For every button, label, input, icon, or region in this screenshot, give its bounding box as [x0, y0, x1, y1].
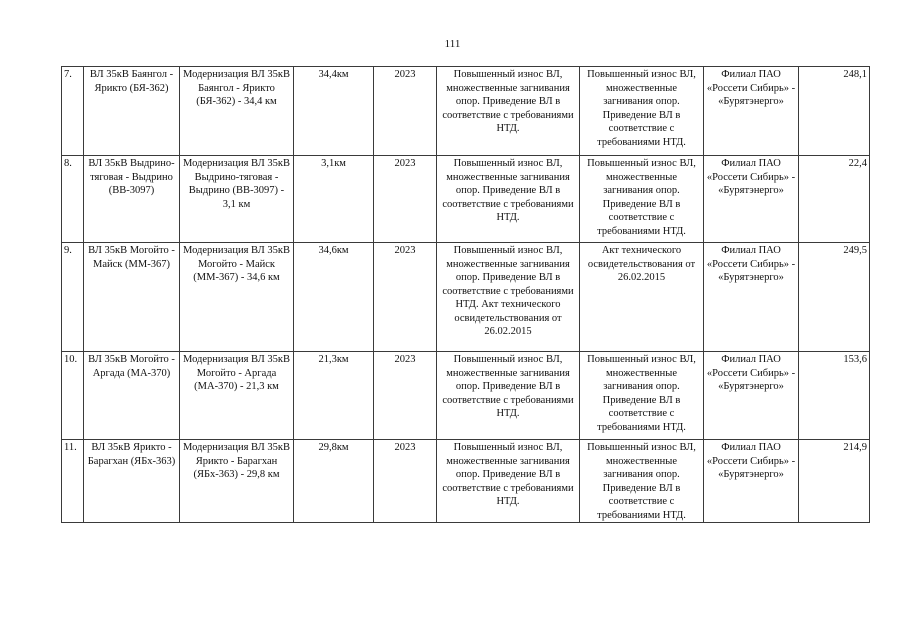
line-name-cell: ВЛ 35кВ Ярикто - Барагхан (ЯБх-363) — [84, 440, 180, 523]
project-cell: Модернизация ВЛ 35кВ Ярикто - Барагхан (ЯБх-363) - 29,8 км — [180, 440, 294, 523]
basis-cell: Повышенный износ ВЛ, множественные загнивания опор. Приведение ВЛ в соответствие с требованиями НТД. — [580, 67, 704, 156]
owner-cell: Филиал ПАО «Россети Сибирь» - «Бурятэнерго» — [704, 156, 799, 243]
cost-cell: 214,9 — [799, 440, 870, 523]
justification-cell: Повышенный износ ВЛ, множественные загнивания опор. Приведение ВЛ в соответствие с требованиями НТД. — [437, 156, 580, 243]
basis-cell: Акт технического освидетельствования от 26.02.2015 — [580, 243, 704, 352]
year-cell: 2023 — [374, 352, 437, 440]
project-cell: Модернизация ВЛ 35кВ Могойто - Майск (ММ-367) - 34,6 км — [180, 243, 294, 352]
owner-cell: Филиал ПАО «Россети Сибирь» - «Бурятэнерго» — [704, 440, 799, 523]
length-cell: 34,4км — [294, 67, 374, 156]
page-number: 111 — [444, 38, 461, 50]
table-row — [62, 352, 870, 440]
cost-cell: 22,4 — [799, 156, 870, 243]
table-row — [62, 156, 870, 243]
row-number: 11. — [62, 440, 84, 523]
line-name-cell: ВЛ 35кВ Выдрино-тяговая - Выдрино (ВВ-3097) — [84, 156, 180, 243]
line-name-cell: ВЛ 35кВ Могойто - Майск (ММ-367) — [84, 243, 180, 352]
line-name-cell: ВЛ 35кВ Могойто - Аргада (МА-370) — [84, 352, 180, 440]
basis-cell: Повышенный износ ВЛ, множественные загнивания опор. Приведение ВЛ в соответствие с требованиями НТД. — [580, 352, 704, 440]
project-cell: Модернизация ВЛ 35кВ Выдрино-тяговая - Выдрино (ВВ-3097) - 3,1 км — [180, 156, 294, 243]
basis-cell: Повышенный износ ВЛ, множественные загнивания опор. Приведение ВЛ в соответствие с требованиями НТД. — [580, 440, 704, 523]
row-number: 8. — [62, 156, 84, 243]
length-cell: 34,6км — [294, 243, 374, 352]
year-cell: 2023 — [374, 440, 437, 523]
table-row — [62, 67, 870, 156]
basis-cell: Повышенный износ ВЛ, множественные загнивания опор. Приведение ВЛ в соответствие с требованиями НТД. — [580, 156, 704, 243]
table-row — [62, 440, 870, 523]
length-cell: 21,3км — [294, 352, 374, 440]
owner-cell: Филиал ПАО «Россети Сибирь» - «Бурятэнерго» — [704, 352, 799, 440]
row-number: 7. — [62, 67, 84, 156]
justification-cell: Повышенный износ ВЛ, множественные загнивания опор. Приведение ВЛ в соответствие с требованиями НТД. — [437, 440, 580, 523]
owner-cell: Филиал ПАО «Россети Сибирь» - «Бурятэнерго» — [704, 243, 799, 352]
investment-table — [61, 66, 870, 523]
cost-cell: 153,6 — [799, 352, 870, 440]
year-cell: 2023 — [374, 243, 437, 352]
year-cell: 2023 — [374, 67, 437, 156]
cost-cell: 248,1 — [799, 67, 870, 156]
table-row — [62, 243, 870, 352]
length-cell: 29,8км — [294, 440, 374, 523]
row-number: 9. — [62, 243, 84, 352]
line-name-cell: ВЛ 35кВ Баянгол - Ярикто (БЯ-362) — [84, 67, 180, 156]
cost-cell: 249,5 — [799, 243, 870, 352]
justification-cell: Повышенный износ ВЛ, множественные загнивания опор. Приведение ВЛ в соответствие с требованиями НТД. Акт технического освидетельствования от 26.02.2015 — [437, 243, 580, 352]
justification-cell: Повышенный износ ВЛ, множественные загнивания опор. Приведение ВЛ в соответствие с требованиями НТД. — [437, 352, 580, 440]
row-number: 10. — [62, 352, 84, 440]
length-cell: 3,1км — [294, 156, 374, 243]
year-cell: 2023 — [374, 156, 437, 243]
project-cell: Модернизация ВЛ 35кВ Баянгол - Ярикто (БЯ-362) - 34,4 км — [180, 67, 294, 156]
owner-cell: Филиал ПАО «Россети Сибирь» - «Бурятэнерго» — [704, 67, 799, 156]
justification-cell: Повышенный износ ВЛ, множественные загнивания опор. Приведение ВЛ в соответствие с требованиями НТД. — [437, 67, 580, 156]
project-cell: Модернизация ВЛ 35кВ Могойто - Аргада (МА-370) - 21,3 км — [180, 352, 294, 440]
